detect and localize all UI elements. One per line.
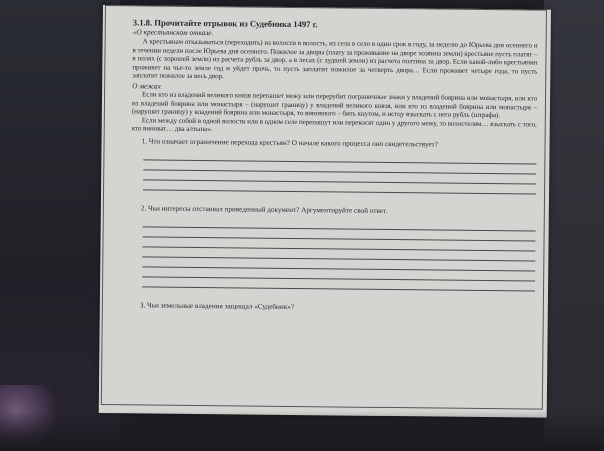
excerpt-subtitle: «О крестьянском отказе. — [132, 27, 214, 38]
background-right — [544, 0, 604, 451]
question-3: 3. Чьи земельные владения защищал «Судебник»? — [139, 301, 295, 312]
excerpt-paragraph: А крестьянам отказываться (переходить) из волости в волость, из села в село в один срок в году, за неделю до Юрьева дня осеннего и в течении недели после Юрьева дня осеннего. Пожилое за дворы (плату за проживание на дворе хозяина земли) крестьяне пусть платят – в полях (с хорошей земли) из расчета рубль за двор, а в лесах (с худшей земли) из расчета полтина за двор. Если какой-либо крестьянин проживет на чье-то земле год и уйдет прочь, то пусть заплатит пожилое за четверть двора… Если проживет четыре года, то пусть заплатит пожилое за весь двор. — [132, 37, 538, 81]
question-2: 2. Чьи интересы отстаивал приведенный документ? Аргументируйте свой ответ. — [140, 204, 388, 216]
exercise-title: 3.1.8. Прочитайте отрывок из Судебника 1497 г. — [132, 17, 318, 30]
excerpt-paragraph: Если кто из владений великого князя перепашет межу или перерубит пограничные знаки у владений боярина или монастыря, или кто из владений боярина или монастыря – (нарушит границу) у владений великого князя, или кто из владений боярина или монастыря – (нарушит границу) у владений боярина или монастыря, то виновного – бить кнутом, и истцу взыскать с него рубль (штрафа). — [131, 90, 538, 120]
section-heading: О межах — [132, 81, 161, 91]
background-bottom — [0, 411, 604, 451]
question-1: 1. Что означает ограничение перехода крестьян? О начале какого процесса оно свидетельствует? — [141, 137, 438, 149]
worksheet-page — [99, 5, 551, 418]
worksheet-content — [130, 17, 538, 315]
answer-lines-1 — [143, 151, 536, 195]
answer-lines-2 — [142, 218, 536, 292]
excerpt-paragraph: Если между собой в одной волости или в одном селе перепашут или перекосят один у другого межу, то волостелям… взыскать с того, кто виноват… два алтына». — [131, 116, 537, 134]
